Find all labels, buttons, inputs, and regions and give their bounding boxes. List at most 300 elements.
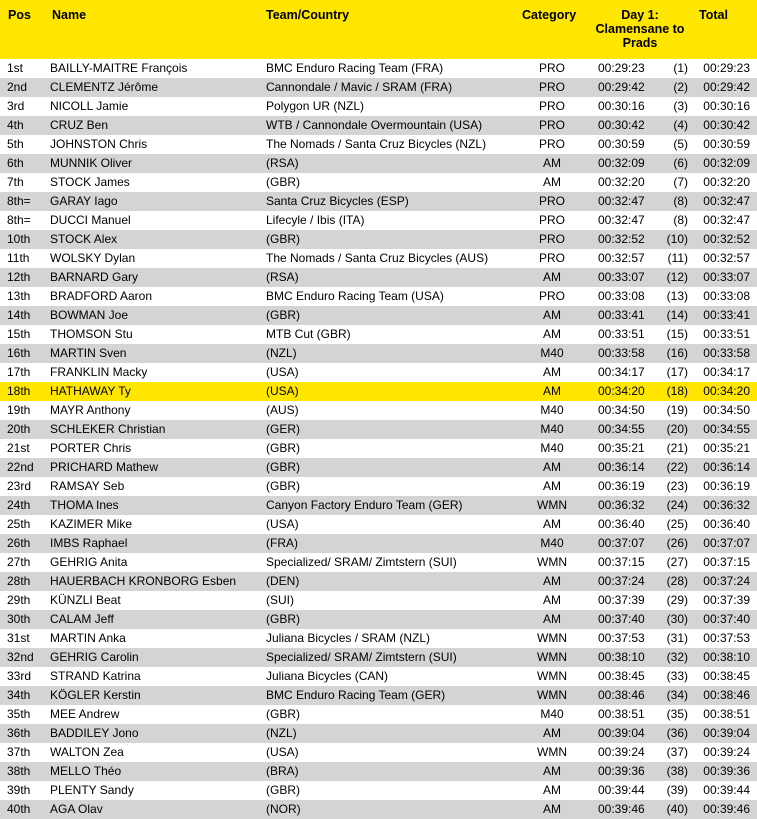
cell-rider-name: BAILLY-MAITRE François xyxy=(50,61,188,75)
cell-rider-name: STOCK Alex xyxy=(50,232,118,246)
cell-team-country: (USA) xyxy=(266,384,299,398)
cell-category: M40 xyxy=(540,441,564,455)
cell-total-time: 00:29:42 xyxy=(703,80,750,94)
cell-stage-time: 00:38:10 xyxy=(598,650,645,664)
cell-stage-rank: (6) xyxy=(673,156,688,170)
cell-rider-name: PLENTY Sandy xyxy=(50,783,134,797)
cell-total-time: 00:33:07 xyxy=(703,270,750,284)
cell-category: AM xyxy=(543,593,561,607)
cell-team-country: The Nomads / Santa Cruz Bicycles (NZL) xyxy=(266,137,487,151)
cell-team-country: (AUS) xyxy=(266,403,299,417)
table-row xyxy=(0,781,757,800)
cell-stage-rank: (15) xyxy=(666,327,688,341)
cell-rider-name: KAZIMER Mike xyxy=(50,517,133,531)
table-row xyxy=(0,249,757,268)
cell-stage-rank: (17) xyxy=(666,365,688,379)
table-row xyxy=(0,743,757,762)
header-category: Category xyxy=(522,8,577,22)
cell-team-country: Specialized/ SRAM/ Zimtstern (SUI) xyxy=(266,555,457,569)
cell-stage-rank: (19) xyxy=(666,403,688,417)
cell-rider-name: CALAM Jeff xyxy=(50,612,114,626)
cell-total-time: 00:30:42 xyxy=(703,118,750,132)
cell-total-time: 00:32:09 xyxy=(703,156,750,170)
cell-stage-time: 00:32:57 xyxy=(598,251,645,265)
cell-stage-time: 00:34:50 xyxy=(598,403,645,417)
cell-total-time: 00:38:51 xyxy=(703,707,750,721)
cell-category: AM xyxy=(543,460,561,474)
cell-stage-time: 00:39:36 xyxy=(598,764,645,778)
cell-stage-rank: (23) xyxy=(666,479,688,493)
cell-stage-rank: (38) xyxy=(666,764,688,778)
cell-stage-time: 00:37:15 xyxy=(598,555,645,569)
cell-position: 29th xyxy=(7,593,31,607)
cell-team-country: Polygon UR (NZL) xyxy=(266,99,365,113)
cell-stage-time: 00:30:42 xyxy=(598,118,645,132)
cell-total-time: 00:39:46 xyxy=(703,802,750,816)
table-row xyxy=(0,78,757,97)
cell-stage-time: 00:30:16 xyxy=(598,99,645,113)
cell-rider-name: IMBS Raphael xyxy=(50,536,128,550)
cell-position: 27th xyxy=(7,555,31,569)
cell-stage-time: 00:32:47 xyxy=(598,213,645,227)
cell-stage-rank: (40) xyxy=(666,802,688,816)
table-row xyxy=(0,287,757,306)
cell-stage-time: 00:32:09 xyxy=(598,156,645,170)
cell-team-country: (GBR) xyxy=(266,441,300,455)
cell-category: AM xyxy=(543,308,561,322)
cell-category: PRO xyxy=(538,232,565,246)
cell-stage-rank: (2) xyxy=(673,80,688,94)
cell-stage-time: 00:38:45 xyxy=(598,669,645,683)
cell-stage-rank: (35) xyxy=(666,707,688,721)
cell-stage-rank: (8) xyxy=(673,194,688,208)
cell-position: 17th xyxy=(7,365,31,379)
cell-position: 19th xyxy=(7,403,31,417)
cell-stage-rank: (11) xyxy=(667,251,688,265)
header-total: Total xyxy=(699,8,728,22)
table-body xyxy=(0,59,757,819)
table-row xyxy=(0,648,757,667)
cell-stage-rank: (5) xyxy=(673,137,688,151)
cell-stage-time: 00:36:40 xyxy=(598,517,645,531)
cell-team-country: (GBR) xyxy=(266,460,300,474)
cell-team-country: (GBR) xyxy=(266,479,300,493)
cell-category: PRO xyxy=(538,213,565,227)
cell-category: AM xyxy=(543,783,561,797)
cell-stage-rank: (26) xyxy=(666,536,688,550)
cell-position: 26th xyxy=(7,536,31,550)
cell-position: 32nd xyxy=(7,650,34,664)
cell-total-time: 00:36:14 xyxy=(703,460,750,474)
cell-rider-name: KÜNZLI Beat xyxy=(50,593,121,607)
cell-position: 36th xyxy=(7,726,31,740)
cell-total-time: 00:34:55 xyxy=(703,422,750,436)
cell-category: PRO xyxy=(538,251,565,265)
cell-category: WMN xyxy=(537,688,567,702)
cell-team-country: Cannondale / Mavic / SRAM (FRA) xyxy=(266,80,453,94)
cell-stage-rank: (34) xyxy=(666,688,688,702)
cell-position: 28th xyxy=(7,574,31,588)
cell-stage-rank: (22) xyxy=(666,460,688,474)
table-row xyxy=(0,230,757,249)
cell-team-country: BMC Enduro Racing Team (FRA) xyxy=(266,61,444,75)
cell-team-country: (GBR) xyxy=(266,232,300,246)
table-row xyxy=(0,762,757,781)
cell-rider-name: CRUZ Ben xyxy=(50,118,109,132)
cell-rider-name: MAYR Anthony xyxy=(50,403,131,417)
cell-total-time: 00:32:57 xyxy=(703,251,750,265)
cell-rider-name: BOWMAN Joe xyxy=(50,308,129,322)
cell-rider-name: GARAY Iago xyxy=(50,194,118,208)
cell-stage-time: 00:36:19 xyxy=(598,479,645,493)
cell-total-time: 00:32:52 xyxy=(703,232,750,246)
cell-team-country: (GBR) xyxy=(266,783,300,797)
cell-stage-time: 00:37:07 xyxy=(598,536,645,550)
cell-category: PRO xyxy=(538,289,565,303)
cell-stage-time: 00:33:41 xyxy=(598,308,645,322)
cell-total-time: 00:39:24 xyxy=(703,745,750,759)
cell-stage-rank: (14) xyxy=(666,308,688,322)
cell-rider-name: CLEMENTZ Jérôme xyxy=(50,80,159,94)
cell-team-country: (USA) xyxy=(266,745,299,759)
cell-stage-rank: (4) xyxy=(673,118,688,132)
cell-position: 12th xyxy=(7,270,31,284)
cell-category: M40 xyxy=(540,536,564,550)
cell-stage-time: 00:30:59 xyxy=(598,137,645,151)
cell-team-country: (BRA) xyxy=(266,764,299,778)
table-row xyxy=(0,439,757,458)
cell-stage-rank: (13) xyxy=(666,289,688,303)
cell-category: PRO xyxy=(538,194,565,208)
cell-position: 5th xyxy=(7,137,24,151)
table-row xyxy=(0,344,757,363)
cell-stage-rank: (12) xyxy=(666,270,688,284)
cell-rider-name: WOLSKY Dylan xyxy=(50,251,136,265)
table-row xyxy=(0,173,757,192)
cell-total-time: 00:33:41 xyxy=(703,308,750,322)
cell-stage-time: 00:33:07 xyxy=(598,270,645,284)
cell-team-country: (NOR) xyxy=(266,802,301,816)
cell-total-time: 00:39:36 xyxy=(703,764,750,778)
table-row xyxy=(0,325,757,344)
cell-position: 7th xyxy=(7,175,24,189)
cell-category: PRO xyxy=(538,99,565,113)
cell-team-country: (GER) xyxy=(266,422,300,436)
cell-category: WMN xyxy=(537,555,567,569)
cell-total-time: 00:36:32 xyxy=(703,498,750,512)
cell-rider-name: GEHRIG Anita xyxy=(50,555,128,569)
cell-total-time: 00:37:39 xyxy=(703,593,750,607)
cell-rider-name: NICOLL Jamie xyxy=(50,99,129,113)
table-row xyxy=(0,477,757,496)
cell-rider-name: JOHNSTON Chris xyxy=(50,137,148,151)
cell-total-time: 00:39:04 xyxy=(703,726,750,740)
cell-category: AM xyxy=(543,479,561,493)
cell-rider-name: AGA Olav xyxy=(50,802,103,816)
cell-stage-time: 00:32:52 xyxy=(598,232,645,246)
cell-team-country: (FRA) xyxy=(266,536,298,550)
cell-team-country: (RSA) xyxy=(266,270,299,284)
cell-team-country: (GBR) xyxy=(266,308,300,322)
cell-category: WMN xyxy=(537,650,567,664)
table-row xyxy=(0,59,757,78)
cell-category: AM xyxy=(543,726,561,740)
table-row xyxy=(0,401,757,420)
table-header xyxy=(0,0,757,59)
cell-position: 3rd xyxy=(7,99,25,113)
cell-total-time: 00:37:07 xyxy=(703,536,750,550)
cell-category: M40 xyxy=(540,403,564,417)
table-row xyxy=(0,572,757,591)
cell-category: AM xyxy=(543,175,561,189)
table-row xyxy=(0,629,757,648)
table-row xyxy=(0,496,757,515)
cell-category: AM xyxy=(543,384,561,398)
cell-team-country: Juliana Bicycles / SRAM (NZL) xyxy=(266,631,431,645)
table-row xyxy=(0,800,757,819)
cell-rider-name: DUCCI Manuel xyxy=(50,213,131,227)
table-row xyxy=(0,116,757,135)
cell-category: AM xyxy=(543,764,561,778)
cell-position: 2nd xyxy=(7,80,28,94)
cell-rider-name: THOMSON Stu xyxy=(50,327,133,341)
cell-position: 14th xyxy=(7,308,31,322)
cell-stage-time: 00:39:44 xyxy=(598,783,645,797)
cell-team-country: MTB Cut (GBR) xyxy=(266,327,351,341)
table-row xyxy=(0,534,757,553)
cell-rider-name: MARTIN Sven xyxy=(50,346,127,360)
cell-stage-rank: (16) xyxy=(666,346,688,360)
table-row xyxy=(0,724,757,743)
table-row xyxy=(0,268,757,287)
cell-stage-rank: (28) xyxy=(666,574,688,588)
cell-team-country: WTB / Cannondale Overmountain (USA) xyxy=(266,118,483,132)
table-row xyxy=(0,705,757,724)
cell-rider-name: RAMSAY Seb xyxy=(50,479,125,493)
cell-total-time: 00:36:40 xyxy=(703,517,750,531)
cell-rider-name: MEE Andrew xyxy=(50,707,120,721)
cell-category: M40 xyxy=(540,707,564,721)
cell-category: AM xyxy=(543,517,561,531)
cell-rider-name: BRADFORD Aaron xyxy=(50,289,153,303)
cell-stage-rank: (29) xyxy=(666,593,688,607)
table-row xyxy=(0,686,757,705)
cell-position: 13th xyxy=(7,289,31,303)
cell-stage-time: 00:34:17 xyxy=(598,365,645,379)
cell-position: 22nd xyxy=(7,460,34,474)
cell-rider-name: MELLO Théo xyxy=(50,764,122,778)
cell-stage-time: 00:34:20 xyxy=(598,384,645,398)
header-pos: Pos xyxy=(8,8,31,22)
cell-stage-time: 00:35:21 xyxy=(598,441,645,455)
cell-category: AM xyxy=(543,327,561,341)
cell-category: PRO xyxy=(538,118,565,132)
cell-stage-rank: (24) xyxy=(666,498,688,512)
cell-position: 33rd xyxy=(7,669,32,683)
cell-category: WMN xyxy=(537,745,567,759)
table-row xyxy=(0,610,757,629)
cell-stage-time: 00:39:46 xyxy=(598,802,645,816)
cell-total-time: 00:37:53 xyxy=(703,631,750,645)
cell-stage-rank: (8) xyxy=(673,213,688,227)
header-day1-line2: Clamensane to xyxy=(595,22,685,36)
cell-stage-time: 00:38:51 xyxy=(598,707,645,721)
cell-total-time: 00:34:20 xyxy=(703,384,750,398)
cell-position: 23rd xyxy=(7,479,32,493)
cell-team-country: BMC Enduro Racing Team (GER) xyxy=(266,688,446,702)
table-row xyxy=(0,458,757,477)
cell-position: 11th xyxy=(7,251,30,265)
cell-team-country: (GBR) xyxy=(266,175,300,189)
table-row xyxy=(0,211,757,230)
cell-position: 38th xyxy=(7,764,31,778)
cell-stage-rank: (20) xyxy=(666,422,688,436)
cell-position: 4th xyxy=(7,118,24,132)
cell-stage-rank: (21) xyxy=(666,441,688,455)
cell-stage-time: 00:32:20 xyxy=(598,175,645,189)
cell-team-country: (DEN) xyxy=(266,574,300,588)
cell-total-time: 00:33:08 xyxy=(703,289,750,303)
cell-stage-rank: (32) xyxy=(666,650,688,664)
cell-rider-name: HAUERBACH KRONBORG Esben xyxy=(50,574,237,588)
cell-team-country: BMC Enduro Racing Team (USA) xyxy=(266,289,444,303)
cell-position: 20th xyxy=(7,422,31,436)
table-row xyxy=(0,135,757,154)
cell-team-country: (NZL) xyxy=(266,726,297,740)
cell-category: AM xyxy=(543,802,561,816)
cell-position: 15th xyxy=(7,327,31,341)
cell-stage-rank: (27) xyxy=(666,555,688,569)
header-day1-line3: Prads xyxy=(622,36,658,50)
cell-stage-time: 00:29:23 xyxy=(598,61,645,75)
cell-total-time: 00:32:47 xyxy=(703,194,750,208)
cell-team-country: Santa Cruz Bicycles (ESP) xyxy=(266,194,409,208)
cell-category: M40 xyxy=(540,422,564,436)
cell-total-time: 00:38:10 xyxy=(703,650,750,664)
cell-team-country: (NZL) xyxy=(266,346,297,360)
cell-total-time: 00:33:58 xyxy=(703,346,750,360)
cell-total-time: 00:35:21 xyxy=(703,441,750,455)
cell-stage-time: 00:39:04 xyxy=(598,726,645,740)
cell-stage-rank: (18) xyxy=(666,384,688,398)
cell-position: 34th xyxy=(7,688,31,702)
cell-stage-time: 00:37:40 xyxy=(598,612,645,626)
cell-team-country: (USA) xyxy=(266,365,299,379)
cell-stage-time: 00:34:55 xyxy=(598,422,645,436)
cell-rider-name: KÖGLER Kerstin xyxy=(50,688,141,702)
table-row xyxy=(0,154,757,173)
cell-team-country: Canyon Factory Enduro Team (GER) xyxy=(266,498,463,512)
cell-position: 18th xyxy=(7,384,31,398)
cell-team-country: (SUI) xyxy=(266,593,294,607)
cell-stage-time: 00:37:39 xyxy=(598,593,645,607)
cell-rider-name: PRICHARD Mathew xyxy=(50,460,159,474)
header-name: Name xyxy=(52,8,87,22)
header-team-country: Team/Country xyxy=(266,8,350,22)
cell-total-time: 00:38:46 xyxy=(703,688,750,702)
cell-stage-time: 00:33:51 xyxy=(598,327,645,341)
table-row xyxy=(0,553,757,572)
cell-category: WMN xyxy=(537,631,567,645)
cell-stage-rank: (10) xyxy=(666,232,688,246)
cell-stage-time: 00:32:47 xyxy=(598,194,645,208)
cell-category: PRO xyxy=(538,80,565,94)
table-row xyxy=(0,591,757,610)
cell-position: 8th= xyxy=(7,194,31,208)
cell-total-time: 00:39:44 xyxy=(703,783,750,797)
cell-total-time: 00:36:19 xyxy=(703,479,750,493)
table-row xyxy=(0,420,757,439)
table-row xyxy=(0,363,757,382)
cell-category: AM xyxy=(543,365,561,379)
table-row xyxy=(0,667,757,686)
cell-total-time: 00:37:24 xyxy=(703,574,750,588)
cell-rider-name: BARNARD Gary xyxy=(50,270,139,284)
table-row xyxy=(0,97,757,116)
cell-total-time: 00:30:16 xyxy=(703,99,750,113)
cell-team-country: (USA) xyxy=(266,517,299,531)
cell-stage-time: 00:36:14 xyxy=(598,460,645,474)
cell-stage-rank: (33) xyxy=(666,669,688,683)
cell-stage-rank: (3) xyxy=(673,99,688,113)
cell-stage-time: 00:36:32 xyxy=(598,498,645,512)
cell-stage-time: 00:38:46 xyxy=(598,688,645,702)
cell-stage-time: 00:37:24 xyxy=(598,574,645,588)
cell-rider-name: WALTON Zea xyxy=(50,745,124,759)
cell-rider-name: SCHLEKER Christian xyxy=(50,422,166,436)
cell-team-country: The Nomads / Santa Cruz Bicycles (AUS) xyxy=(266,251,489,265)
cell-stage-rank: (37) xyxy=(666,745,688,759)
cell-total-time: 00:32:20 xyxy=(703,175,750,189)
table-row xyxy=(0,382,757,401)
cell-total-time: 00:32:47 xyxy=(703,213,750,227)
cell-category: PRO xyxy=(538,137,565,151)
table-row xyxy=(0,515,757,534)
table-row xyxy=(0,192,757,211)
cell-position: 30th xyxy=(7,612,31,626)
cell-position: 1st xyxy=(7,61,24,75)
cell-rider-name: STOCK James xyxy=(50,175,130,189)
cell-position: 21st xyxy=(7,441,30,455)
cell-stage-rank: (1) xyxy=(673,61,688,75)
cell-category: M40 xyxy=(540,346,564,360)
cell-team-country: (GBR) xyxy=(266,612,300,626)
cell-position: 16th xyxy=(7,346,31,360)
cell-team-country: Specialized/ SRAM/ Zimtstern (SUI) xyxy=(266,650,457,664)
cell-total-time: 00:34:17 xyxy=(703,365,750,379)
cell-stage-time: 00:39:24 xyxy=(598,745,645,759)
cell-category: AM xyxy=(543,574,561,588)
cell-rider-name: THOMA Ines xyxy=(50,498,119,512)
cell-category: AM xyxy=(543,612,561,626)
cell-total-time: 00:37:15 xyxy=(703,555,750,569)
cell-rider-name: PORTER Chris xyxy=(50,441,132,455)
cell-rider-name: STRAND Katrina xyxy=(50,669,141,683)
header-day1 xyxy=(588,8,692,50)
cell-stage-time: 00:33:08 xyxy=(598,289,645,303)
cell-rider-name: MUNNIK Oliver xyxy=(50,156,133,170)
cell-stage-rank: (30) xyxy=(666,612,688,626)
cell-team-country: (RSA) xyxy=(266,156,299,170)
cell-position: 31st xyxy=(7,631,30,645)
cell-stage-rank: (25) xyxy=(666,517,688,531)
cell-category: WMN xyxy=(537,498,567,512)
table-row xyxy=(0,306,757,325)
cell-stage-rank: (31) xyxy=(666,631,688,645)
cell-category: WMN xyxy=(537,669,567,683)
cell-total-time: 00:33:51 xyxy=(703,327,750,341)
cell-stage-rank: (36) xyxy=(666,726,688,740)
